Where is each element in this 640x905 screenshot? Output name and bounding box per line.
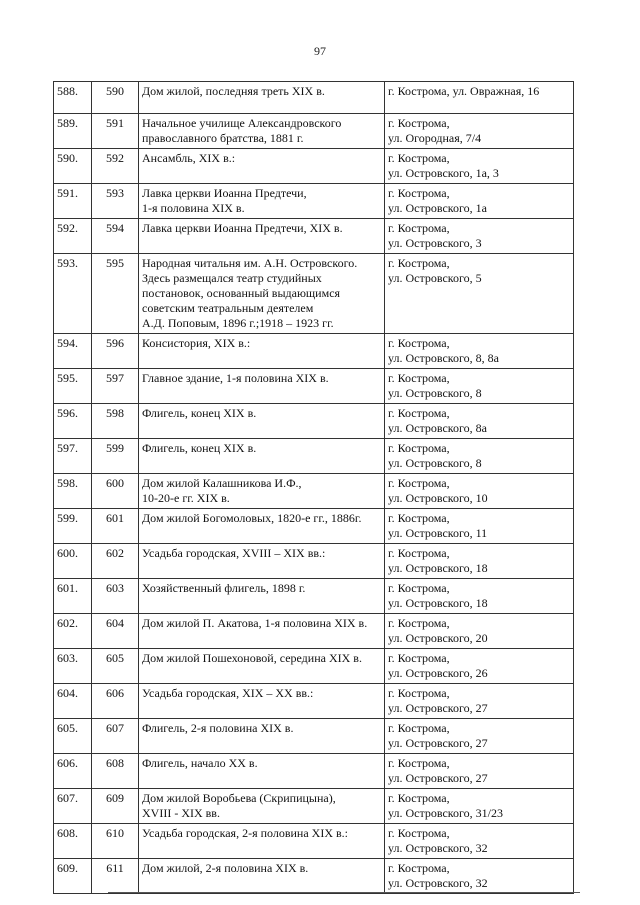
- object-id: 590: [92, 82, 139, 114]
- row-number: 599.: [54, 509, 92, 544]
- object-id: 608: [92, 754, 139, 789]
- object-address: г. Кострома, ул. Островского, 27: [385, 754, 574, 789]
- object-name: Усадьба городская, XIX – XX вв.:: [139, 684, 385, 719]
- object-id: 600: [92, 474, 139, 509]
- row-number: 590.: [54, 149, 92, 184]
- row-number: 593.: [54, 254, 92, 334]
- row-number: 598.: [54, 474, 92, 509]
- object-name: Начальное училище Александровского православного братства, 1881 г.: [139, 114, 385, 149]
- object-id: 594: [92, 219, 139, 254]
- page-number: 97: [314, 44, 326, 58]
- table-row: [54, 754, 574, 789]
- object-name: Дом жилой, 2-я половина XIX в.: [139, 859, 385, 894]
- object-name: Главное здание, 1-я половина XIX в.: [139, 369, 385, 404]
- row-number: 595.: [54, 369, 92, 404]
- registry-body: [54, 82, 574, 894]
- row-number: 606.: [54, 754, 92, 789]
- object-name: Лавка церкви Иоанна Предтечи, XIX в.: [139, 219, 385, 254]
- object-name: Ансамбль, XIX в.:: [139, 149, 385, 184]
- object-address: г. Кострома, ул. Островского, 18: [385, 544, 574, 579]
- object-name: Дом жилой П. Акатова, 1-я половина XIX в.: [139, 614, 385, 649]
- object-id: 610: [92, 824, 139, 859]
- object-id: 593: [92, 184, 139, 219]
- object-address: г. Кострома, ул. Огородная, 7/4: [385, 114, 574, 149]
- object-name: Народная читальня им. А.Н. Островского. Здесь размещался театр студийных постановок, основанный выдающимся советским театральным деятелем А.Д. Поповым, 1896 г.;1918 – 1923 гг.: [139, 254, 385, 334]
- object-address: г. Кострома, ул. Островского, 27: [385, 684, 574, 719]
- row-number: 597.: [54, 439, 92, 474]
- table-row: [54, 184, 574, 219]
- object-name: Лавка церкви Иоанна Предтечи, 1-я половина XIX в.: [139, 184, 385, 219]
- table-row: [54, 544, 574, 579]
- table-row: [54, 649, 574, 684]
- row-number: 600.: [54, 544, 92, 579]
- table-row: [54, 684, 574, 719]
- object-name: Дом жилой Богомоловых, 1820-е гг., 1886г.: [139, 509, 385, 544]
- object-id: 595: [92, 254, 139, 334]
- object-address: г. Кострома, ул. Островского, 8, 8а: [385, 334, 574, 369]
- object-address: г. Кострома, ул. Островского, 26: [385, 649, 574, 684]
- row-number: 588.: [54, 82, 92, 114]
- object-id: 606: [92, 684, 139, 719]
- row-number: 596.: [54, 404, 92, 439]
- object-id: 601: [92, 509, 139, 544]
- object-name: Дом жилой Пошехоновой, середина XIX в.: [139, 649, 385, 684]
- row-number: 604.: [54, 684, 92, 719]
- object-address: г. Кострома, ул. Островского, 10: [385, 474, 574, 509]
- object-name: Хозяйственный флигель, 1898 г.: [139, 579, 385, 614]
- table-row: [54, 334, 574, 369]
- object-name: Дом жилой Воробьева (Скрипицына), XVIII - XIX вв.: [139, 789, 385, 824]
- object-id: 611: [92, 859, 139, 894]
- row-number: 608.: [54, 824, 92, 859]
- row-number: 607.: [54, 789, 92, 824]
- object-address: г. Кострома, ул. Островского, 5: [385, 254, 574, 334]
- object-name: Дом жилой, последняя треть XIX в.: [139, 82, 385, 114]
- object-id: 599: [92, 439, 139, 474]
- object-id: 596: [92, 334, 139, 369]
- table-row: [54, 859, 574, 894]
- object-name: Флигель, 2-я половина XIX в.: [139, 719, 385, 754]
- object-name: Флигель, конец XIX в.: [139, 439, 385, 474]
- table-row: [54, 509, 574, 544]
- row-number: 594.: [54, 334, 92, 369]
- object-address: г. Кострома, ул. Островского, 32: [385, 859, 574, 894]
- object-name: Флигель, начало XX в.: [139, 754, 385, 789]
- object-address: г. Кострома, ул. Островского, 1а: [385, 184, 574, 219]
- object-id: 607: [92, 719, 139, 754]
- row-number: 589.: [54, 114, 92, 149]
- table-row: [54, 254, 574, 334]
- table-row: [54, 149, 574, 184]
- row-number: 605.: [54, 719, 92, 754]
- object-id: 592: [92, 149, 139, 184]
- object-address: г. Кострома, ул. Островского, 8: [385, 439, 574, 474]
- page-bottom-rule: [108, 892, 580, 893]
- object-name: Усадьба городская, 2-я половина XIX в.:: [139, 824, 385, 859]
- object-address: г. Кострома, ул. Островского, 32: [385, 824, 574, 859]
- object-id: 603: [92, 579, 139, 614]
- object-id: 602: [92, 544, 139, 579]
- table-row: [54, 789, 574, 824]
- object-address: г. Кострома, ул. Островского, 8: [385, 369, 574, 404]
- object-name: Усадьба городская, XVIII – XIX вв.:: [139, 544, 385, 579]
- row-number: 591.: [54, 184, 92, 219]
- object-address: г. Кострома, ул. Островского, 31/23: [385, 789, 574, 824]
- row-number: 603.: [54, 649, 92, 684]
- table-row: [54, 474, 574, 509]
- object-address: г. Кострома, ул. Островского, 8а: [385, 404, 574, 439]
- table-row: [54, 614, 574, 649]
- table-row: [54, 719, 574, 754]
- row-number: 592.: [54, 219, 92, 254]
- object-address: г. Кострома, ул. Овражная, 16: [385, 82, 574, 114]
- heritage-registry-table: [53, 81, 574, 894]
- table-row: [54, 439, 574, 474]
- object-name: Флигель, конец XIX в.: [139, 404, 385, 439]
- object-name: Дом жилой Калашникова И.Ф., 10-20-е гг. XIX в.: [139, 474, 385, 509]
- object-id: 597: [92, 369, 139, 404]
- object-name: Консистория, XIX в.:: [139, 334, 385, 369]
- object-id: 598: [92, 404, 139, 439]
- object-id: 604: [92, 614, 139, 649]
- table-row: [54, 579, 574, 614]
- table-row: [54, 82, 574, 114]
- table-row: [54, 824, 574, 859]
- object-id: 591: [92, 114, 139, 149]
- row-number: 601.: [54, 579, 92, 614]
- object-address: г. Кострома, ул. Островского, 20: [385, 614, 574, 649]
- table-row: [54, 404, 574, 439]
- object-id: 605: [92, 649, 139, 684]
- row-number: 609.: [54, 859, 92, 894]
- table-row: [54, 114, 574, 149]
- table-row: [54, 369, 574, 404]
- object-address: г. Кострома, ул. Островского, 18: [385, 579, 574, 614]
- object-id: 609: [92, 789, 139, 824]
- object-address: г. Кострома, ул. Островского, 3: [385, 219, 574, 254]
- row-number: 602.: [54, 614, 92, 649]
- table-row: [54, 219, 574, 254]
- object-address: г. Кострома, ул. Островского, 11: [385, 509, 574, 544]
- object-address: г. Кострома, ул. Островского, 27: [385, 719, 574, 754]
- object-address: г. Кострома, ул. Островского, 1а, 3: [385, 149, 574, 184]
